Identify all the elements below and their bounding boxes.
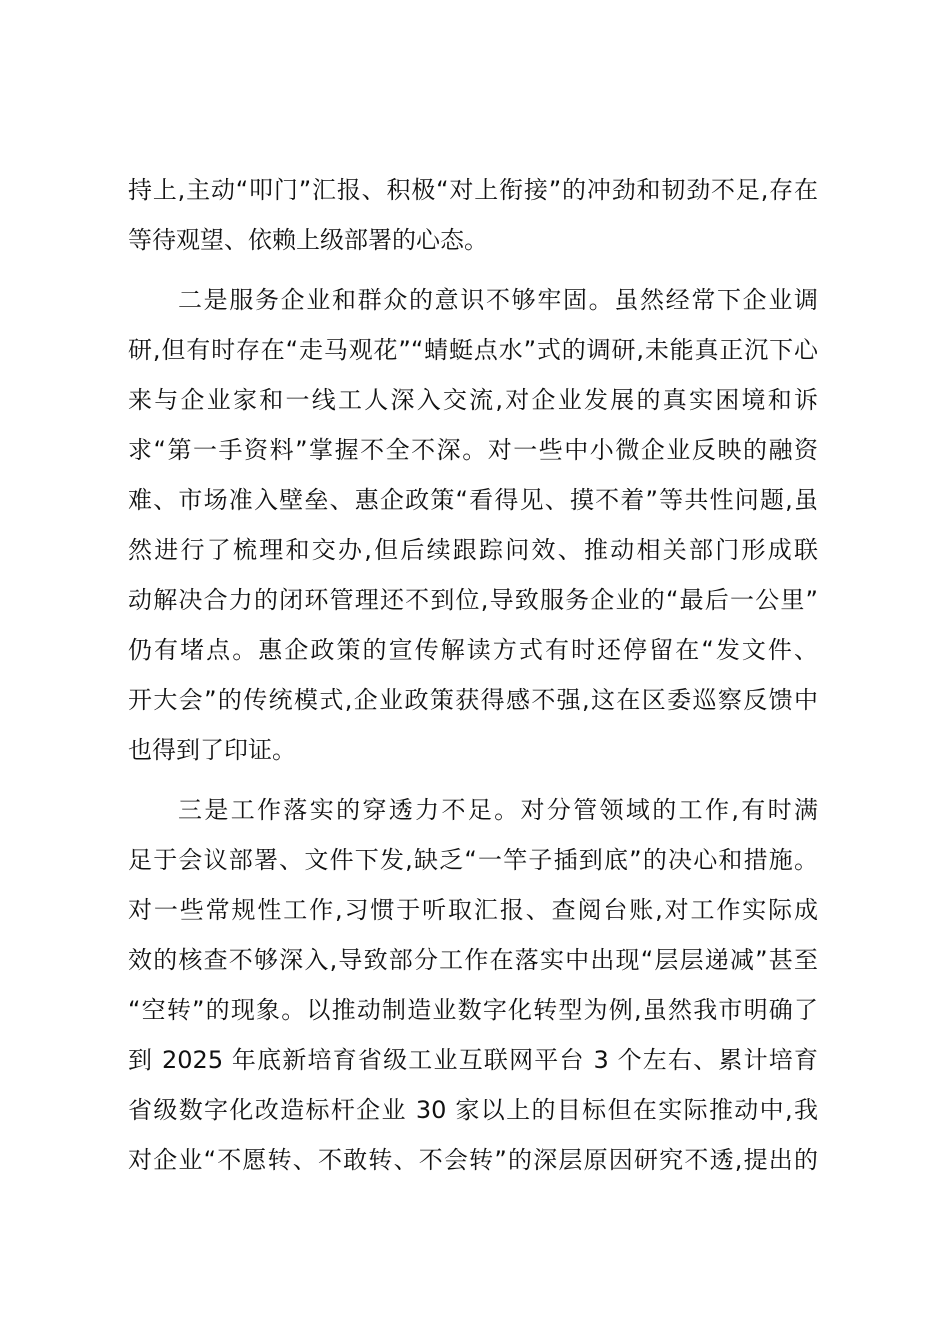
text-line: 研,但有时存在“走马观花”“蜻蜓点水”式的调研,未能真正沉下心 — [128, 336, 818, 364]
text-line: 三是工作落实的穿透力不足。对分管领域的工作,有时满 — [178, 796, 818, 824]
text-line: 到 2025 年底新培育省级工业互联网平台 3 个左右、累计培育 — [128, 1046, 818, 1074]
text-line: 动解决合力的闭环管理还不到位,导致服务企业的“最后一公里” — [128, 586, 818, 614]
paragraph-3 — [128, 785, 818, 1185]
text-line: 仍有堵点。惠企政策的宣传解读方式有时还停留在“发文件、 — [128, 636, 818, 664]
text-line: 来与企业家和一线工人深入交流,对企业发展的真实困境和诉 — [128, 386, 818, 414]
text-line: 效的核查不够深入,导致部分工作在落实中出现“层层递减”甚至 — [128, 946, 818, 974]
text-line: 求“第一手资料”掌握不全不深。对一些中小微企业反映的融资 — [128, 436, 818, 464]
text-line: 对一些常规性工作,习惯于听取汇报、查阅台账,对工作实际成 — [128, 896, 818, 924]
text-line: 开大会”的传统模式,企业政策获得感不强,这在区委巡察反馈中 — [128, 686, 818, 714]
text-line: 省级数字化改造标杆企业 30 家以上的目标但在实际推动中,我 — [128, 1096, 818, 1124]
text-line: 等待观望、依赖上级部署的心态。 — [128, 226, 488, 254]
document-body — [128, 165, 818, 1185]
text-line: 然进行了梳理和交办,但后续跟踪问效、推动相关部门形成联 — [128, 536, 818, 564]
text-line: 对企业“不愿转、不敢转、不会转”的深层原因研究不透,提出的 — [128, 1146, 818, 1174]
paragraph-1 — [128, 165, 818, 265]
paragraph-2 — [128, 275, 818, 775]
text-line: 足于会议部署、文件下发,缺乏“一竿子插到底”的决心和措施。 — [128, 846, 818, 874]
text-line: 二是服务企业和群众的意识不够牢固。虽然经常下企业调 — [178, 286, 818, 314]
text-line: “空转”的现象。以推动制造业数字化转型为例,虽然我市明确了 — [128, 996, 818, 1024]
text-line: 持上,主动“叩门”汇报、积极“对上衔接”的冲劲和韧劲不足,存在 — [128, 176, 818, 204]
text-line: 也得到了印证。 — [128, 736, 296, 764]
text-line: 难、市场准入壁垒、惠企政策“看得见、摸不着”等共性问题,虽 — [128, 486, 818, 514]
